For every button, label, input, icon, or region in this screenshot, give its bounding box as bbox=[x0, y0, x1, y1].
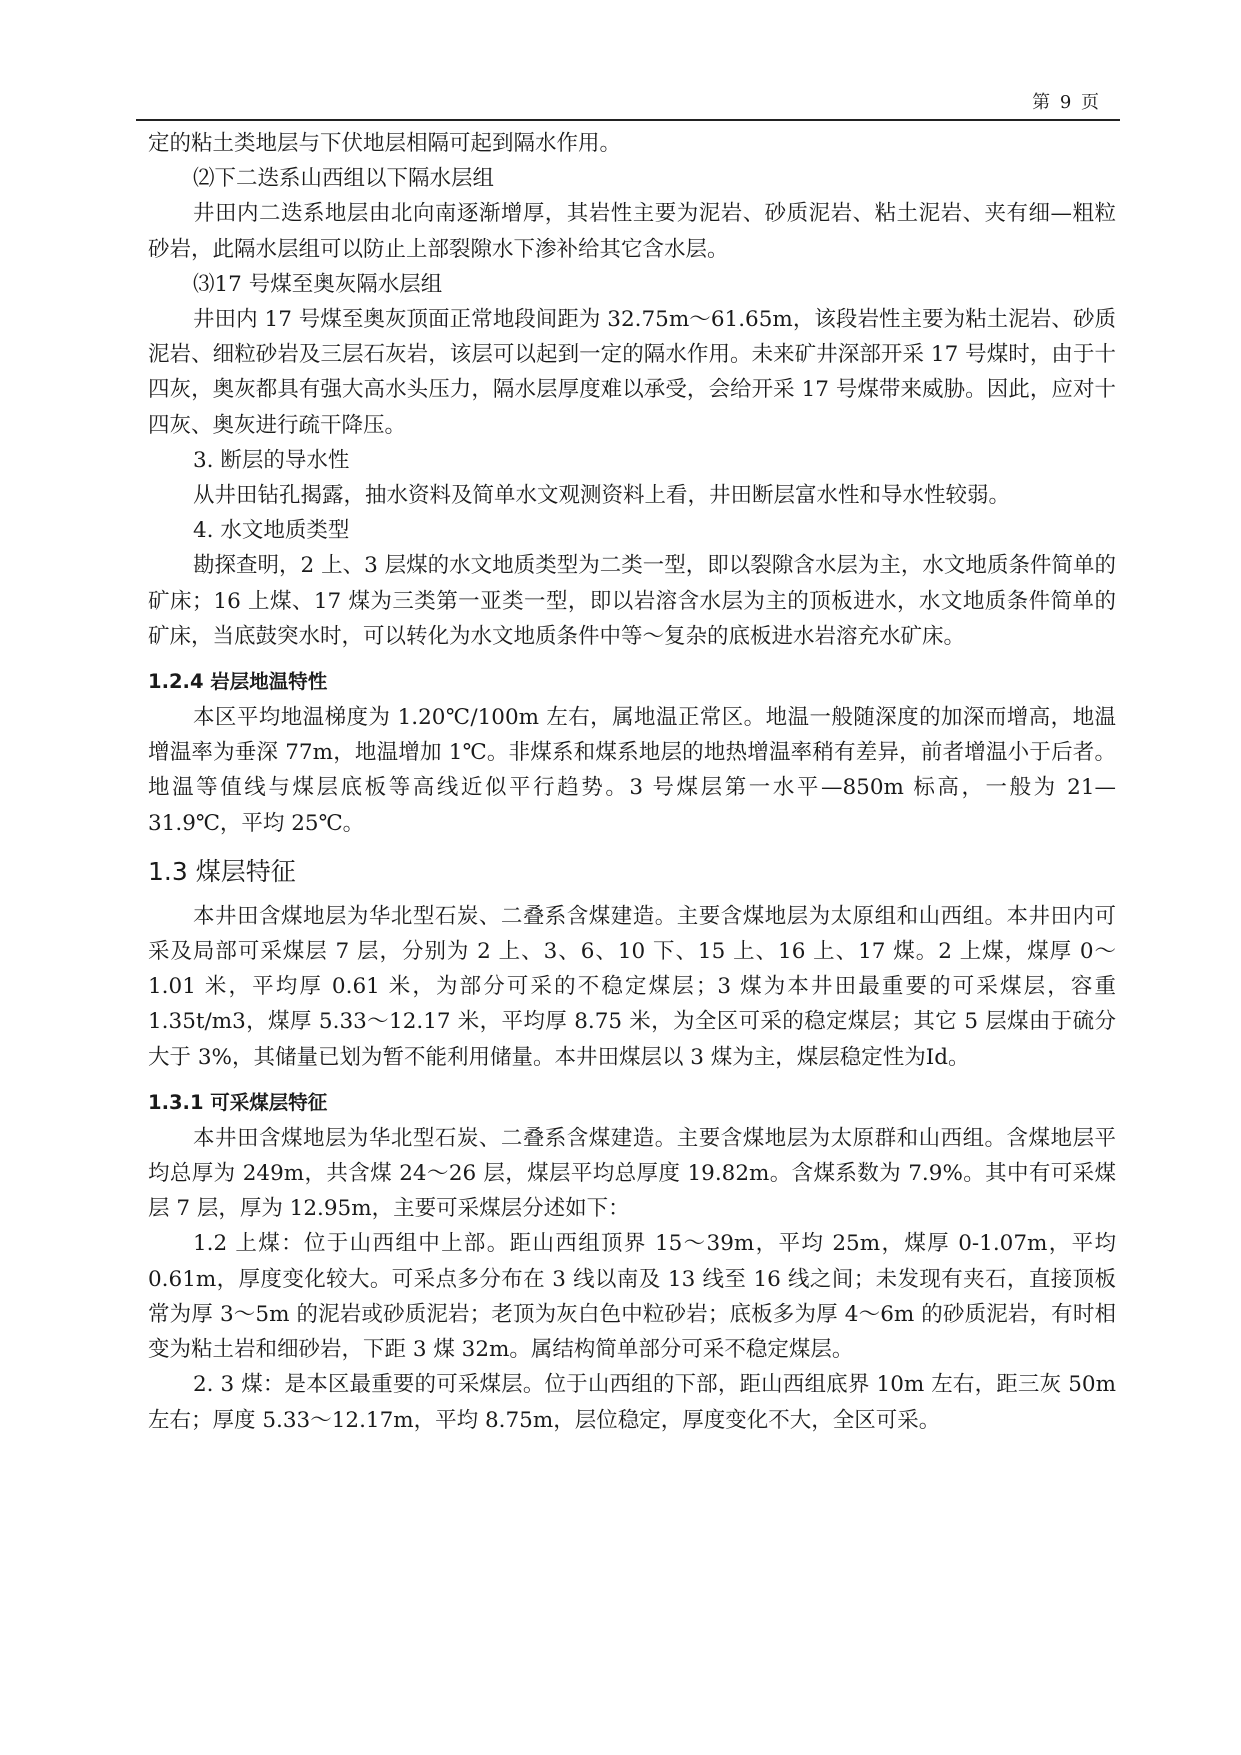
subsection-heading: ⑵下二迭系山西组以下隔水层组 bbox=[193, 166, 495, 192]
paragraph: 勘探查明，2 上、3 层煤的水文地质类型为二类一型，即以裂隙含水层为主，水文地质条件简单的矿床；16 上煤、17 煤为三类第一亚类一型，即以岩溶含水层为主的顶板进水，水文地质条件简单的矿床，当底鼓突水时，可以转化为水文地质条件中等～复杂的底板进水岩溶充水矿床。 bbox=[148, 553, 1116, 649]
chapter-heading: 1.3 煤层特征 bbox=[148, 856, 296, 886]
section-heading: 1.2.4 岩层地温特性 bbox=[148, 670, 328, 694]
subsection-heading: 4. 水文地质类型 bbox=[193, 518, 350, 544]
paragraph: 本井田含煤地层为华北型石炭、二叠系含煤建造。主要含煤地层为太原组和山西组。本井田内可采及局部可采煤层 7 层，分别为 2 上、3、6、10 下、15 上、16 上、17 煤。2 上煤，煤厚 0～1.01 米，平均厚 0.61 米，为部分可采的不稳定煤层；3 煤为本井田最重要的可采煤层，容重 1.35t/m3，煤厚 5.33～12.17 米，平均厚 8.75 米，为全区可采的稳定煤层；其它 5 层煤由于硫分大于 3%，其储量已划为暂不能利用储量。本井田煤层以 3 煤为主，煤层稳定性为Ⅰd。 bbox=[148, 903, 1116, 1070]
paragraph: 1.2 上煤：位于山西组中上部。距山西组顶界 15～39m，平均 25m，煤厚 0-1.07m，平均 0.61m，厚度变化较大。可采点多分布在 3 线以南及 13 线至 16 线之间；未发现有夹石，直接顶板常为厚 3～5m 的泥岩或砂质泥岩；老顶为灰白色中粒砂岩；底板多为厚 4～6m 的砂质泥岩，有时相变为粘土岩和细砂岩，下距 3 煤 32m。属结构简单部分可采不稳定煤层。 bbox=[148, 1231, 1116, 1363]
section-heading: 1.3.1 可采煤层特征 bbox=[148, 1090, 328, 1114]
subsection-heading: ⑶17 号煤至奥灰隔水层组 bbox=[193, 271, 443, 297]
paragraph: 从井田钻孔揭露，抽水资料及简单水文观测资料上看，井田断层富水性和导水性较弱。 bbox=[193, 483, 1011, 509]
paragraph: 本井田含煤地层为华北型石炭、二叠系含煤建造。主要含煤地层为太原群和山西组。含煤地层平均总厚为 249m，共含煤 24～26 层，煤层平均总厚度 19.82m。含煤系数为 7.9%。其中有可采煤层 7 层，厚为 12.95m，主要可采煤层分述如下： bbox=[148, 1125, 1116, 1222]
paragraph: 本区平均地温梯度为 1.20℃/100m 左右，属地温正常区。地温一般随深度的加深而增高，地温增温率为垂深 77m，地温增加 1℃。非煤系和煤系地层的地热增温率稍有差异，前者增温小于后者。地温等值线与煤层底板等高线近似平行趋势。3 号煤层第一水平—850m 标高，一般为 21—31.9℃，平均 25℃。 bbox=[148, 705, 1116, 836]
paragraph: 定的粘土类地层与下伏地层相隔可起到隔水作用。 bbox=[148, 131, 622, 156]
document-body bbox=[148, 126, 1116, 1438]
paragraph: 2. 3 煤：是本区最重要的可采煤层。位于山西组的下部，距山西组底界 10m 左右，距三灰 50m 左右；厚度 5.33～12.17m，平均 8.75m，层位稳定，厚度变化不大，全区可采。 bbox=[148, 1372, 1116, 1433]
paragraph: 井田内 17 号煤至奥灰顶面正常地段间距为 32.75m～61.65m，该段岩性主要为粘土泥岩、砂质泥岩、细粒砂岩及三层石灰岩，该层可以起到一定的隔水作用。未来矿井深部开采 17 号煤时，由于十四灰，奥灰都具有强大高水头压力，隔水层厚度难以承受，会给开采 17 号煤带来威胁。因此，应对十四灰、奥灰进行疏干降压。 bbox=[148, 307, 1116, 438]
page-number: 第 9 页 bbox=[1032, 92, 1101, 113]
subsection-heading: 3. 断层的导水性 bbox=[193, 447, 350, 473]
paragraph: 井田内二迭系地层由北向南逐渐增厚，其岩性主要为泥岩、砂质泥岩、粘土泥岩、夹有细—粗粒砂岩，此隔水层组可以防止上部裂隙水下渗补给其它含水层。 bbox=[148, 201, 1116, 262]
header-rule bbox=[136, 119, 1120, 121]
